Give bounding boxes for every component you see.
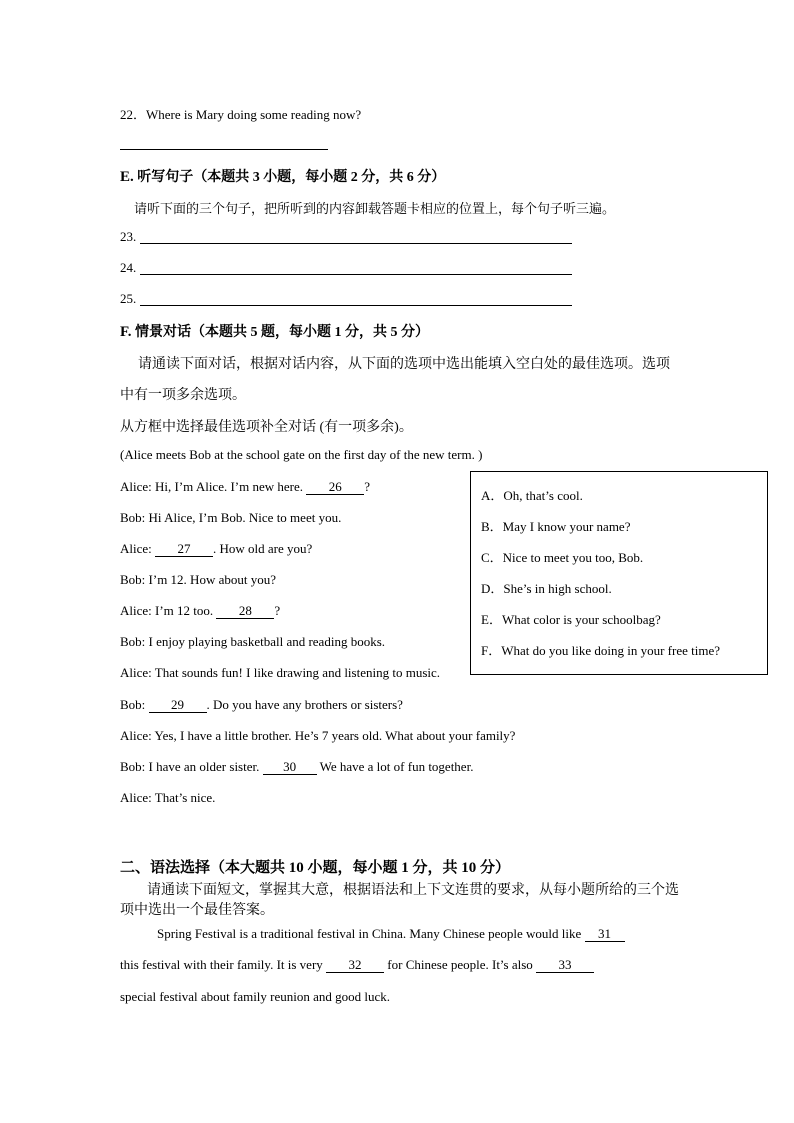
dialogue-line: Alice: That’s nice. bbox=[120, 790, 216, 805]
section-2-instruction-1: 请通读下面短文，掌握其大意，根据语法和上下文连贯的要求，从每小题所给的三个选 bbox=[147, 883, 679, 898]
item-24-label: 24. bbox=[120, 260, 137, 275]
dialogue-line: Alice: Yes, I have a little brother. He’s 7 years old. What about your family? bbox=[120, 728, 516, 743]
dialogue-line: Bob: I enjoy playing basketball and reading books. bbox=[120, 634, 386, 649]
dialogue-text: ? bbox=[274, 603, 281, 618]
dialogue-text: . How old are you? bbox=[213, 541, 313, 556]
dialogue-text: . Do you have any brothers or sisters? bbox=[206, 697, 403, 712]
option-d: D．She’s in high school. bbox=[481, 581, 612, 596]
section-f-instruction-3: 从方框中选择最佳选项补全对话 (有一项多余)。 bbox=[120, 420, 413, 435]
option-f: F．What do you like doing in your free time? bbox=[481, 643, 721, 658]
section-e-heading bbox=[120, 166, 445, 186]
answer-line-23[interactable] bbox=[140, 243, 572, 244]
dialogue-text: ? bbox=[364, 479, 371, 494]
passage-text: Spring Festival is a traditional festival in China. Many Chinese people would like bbox=[157, 926, 585, 941]
blank-28[interactable]: 28 bbox=[216, 604, 274, 619]
section-f-heading bbox=[120, 321, 429, 341]
section-2-heading: 二、语法选择（本大题共 10 小题，每小题 1 分，共 10 分） bbox=[120, 860, 511, 876]
dialogue-text: We have a lot of fun together. bbox=[316, 759, 474, 774]
section-f-instruction-1: 请通读下面对话，根据对话内容，从下面的选项中选出能填入空白处的最佳选项。选项 bbox=[138, 357, 670, 372]
dialogue-line: Bob: I’m 12. How about you? bbox=[120, 572, 276, 587]
blank-26[interactable]: 26 bbox=[306, 480, 364, 495]
passage-line-2 bbox=[120, 957, 594, 973]
dialogue-line: Alice: That sounds fun! I like drawing and listening to music. bbox=[120, 665, 441, 680]
passage-text: for Chinese people. It’s also bbox=[384, 957, 537, 972]
section-e-letter: E. bbox=[120, 169, 134, 185]
section-e-instruction: 请听下面的三个句子，把所听到的内容卸载答题卡相应的位置上，每个句子听三遍。 bbox=[134, 201, 616, 216]
dialogue-line bbox=[120, 603, 280, 619]
dialogue-text: Bob: I have an older sister. bbox=[120, 759, 263, 774]
option-c: C．Nice to meet you too, Bob. bbox=[481, 550, 644, 565]
dialogue-text: Bob: bbox=[120, 697, 149, 712]
blank-29[interactable]: 29 bbox=[149, 698, 207, 713]
section-f-title: 情景对话（本题共 5 题，每小题 1 分，共 5 分） bbox=[135, 325, 430, 340]
dialogue-text: Alice: bbox=[120, 541, 156, 556]
option-a: A．Oh, that’s cool. bbox=[481, 488, 583, 503]
dialogue-text: Alice: Hi, I’m Alice. I’m new here. bbox=[120, 479, 307, 494]
options-box bbox=[470, 471, 768, 675]
dialogue-text: Alice: I’m 12 too. bbox=[120, 603, 217, 618]
dialogue-line bbox=[120, 479, 370, 495]
item-25-label: 25. bbox=[120, 291, 137, 306]
answer-line-24[interactable] bbox=[140, 274, 572, 275]
section-f-instruction-2: 中有一项多余选项。 bbox=[120, 388, 246, 403]
answer-line-25[interactable] bbox=[140, 305, 572, 306]
item-23-label: 23. bbox=[120, 229, 137, 244]
dialogue-line bbox=[120, 541, 312, 557]
answer-line-22[interactable] bbox=[120, 149, 328, 150]
dialogue-context: (Alice meets Bob at the school gate on the first day of the new term. ) bbox=[120, 447, 483, 462]
option-b: B．May I know your name? bbox=[481, 519, 631, 534]
section-f-letter: F. bbox=[120, 324, 132, 340]
blank-33[interactable]: 33 bbox=[536, 958, 594, 973]
section-e-title: 听写句子（本题共 3 小题，每小题 2 分，共 6 分） bbox=[137, 170, 446, 185]
passage-line-1 bbox=[157, 926, 625, 942]
blank-32[interactable]: 32 bbox=[326, 958, 384, 973]
section-2-instruction-2: 项中选出一个最佳答案。 bbox=[120, 903, 274, 918]
option-e: E．What color is your schoolbag? bbox=[481, 612, 661, 627]
passage-text: this festival with their family. It is very bbox=[120, 957, 327, 972]
blank-30[interactable]: 30 bbox=[263, 760, 317, 775]
dialogue-line bbox=[120, 759, 473, 775]
blank-31[interactable]: 31 bbox=[585, 927, 625, 942]
blank-27[interactable]: 27 bbox=[155, 542, 213, 557]
dialogue-line: Bob: Hi Alice, I’m Bob. Nice to meet you. bbox=[120, 510, 342, 525]
question-22: 22．Where is Mary doing some reading now? bbox=[120, 107, 362, 122]
passage-line-3: special festival about family reunion and good luck. bbox=[120, 989, 391, 1004]
dialogue-line bbox=[120, 697, 403, 713]
